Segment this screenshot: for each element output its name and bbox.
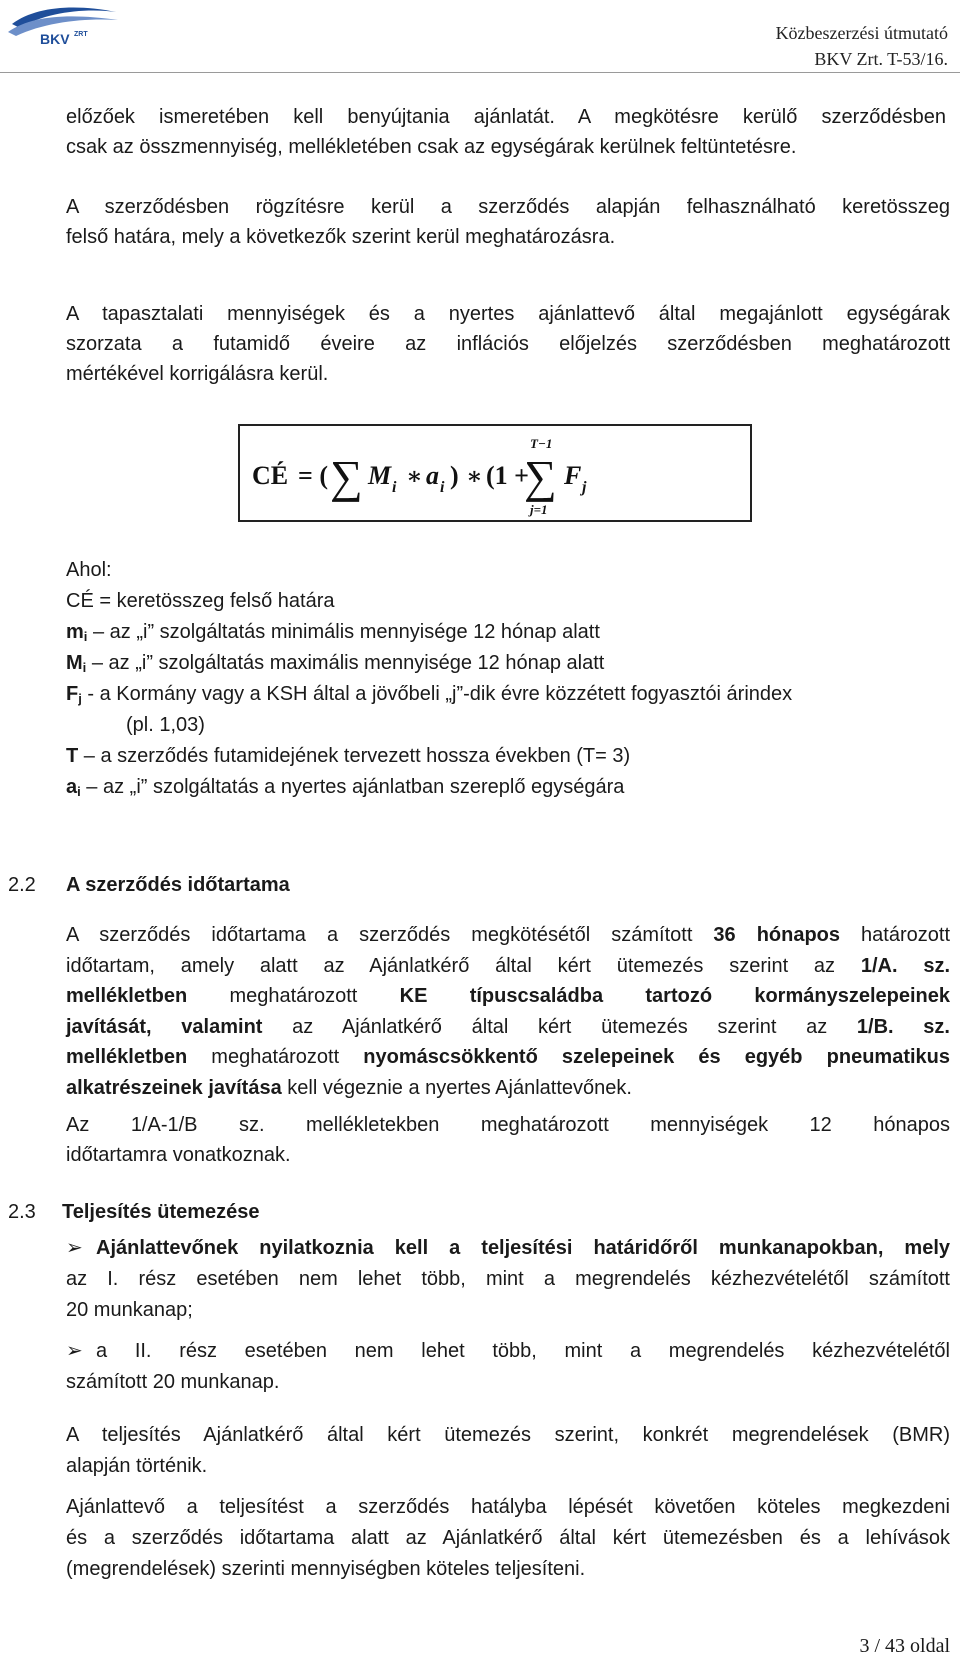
bullet-1-line-2: az I. rész esetében nem lehet több, mint a megrendelés kézhezvételétől számított — [66, 1268, 950, 1290]
formula-lhs: CÉ — [252, 461, 289, 490]
definition-a — [66, 772, 946, 803]
definition-a-text: – az „i” szolgáltatás a nyertes ajánlatban szereplő egységára — [80, 776, 625, 798]
paragraph-1-line-2: csak az összmennyiség, mellékletében csak az egységárak kerülnek feltüntetésre. — [66, 136, 797, 158]
formula-lower-limit: j=1 — [530, 502, 548, 517]
s22-line-6: alkatrészeinek javítása kell végeznie a nyertes Ajánlattevőnek. — [66, 1076, 632, 1099]
paragraph-3 — [66, 299, 950, 389]
formula-sum-1: ∑ — [330, 451, 363, 502]
definition-m — [66, 617, 946, 648]
symbol-M: M — [66, 652, 83, 674]
formula-times-2: ∗ — [466, 464, 483, 490]
formula-a-sub: i — [440, 479, 445, 496]
section-2-3-paragraph-1 — [66, 1420, 950, 1482]
arrow-bullet-icon: ➢ — [66, 1340, 83, 1362]
formula-eq: = ( — [298, 461, 328, 490]
section-2-2-title: A szerződés időtartama — [66, 874, 290, 896]
header-divider — [0, 72, 960, 73]
definition-ce: CÉ = keretösszeg felső határa — [66, 590, 335, 612]
definition-F-cont: (pl. 1,03) — [126, 714, 205, 736]
section-2-2-paragraph-1 — [66, 920, 950, 1103]
formula-M: M — [368, 461, 392, 490]
bkv-logo — [6, 2, 121, 46]
paragraph-3-line-3: mértékével korrigálásra kerül. — [66, 363, 329, 385]
formula — [240, 426, 750, 520]
bullet-1-line-3: 20 munkanap; — [66, 1299, 193, 1321]
s23-p1-line-1: A teljesítés Ajánlatkérő által kért ütemezés szerint, konkrét megrendelések (BMR) — [66, 1424, 950, 1446]
paragraph-3-line-2: szorzata a futamidő éveire az inflációs előjelzés szerződésben meghatározott — [66, 333, 950, 355]
bullet-2-line-1: ➢ a II. rész esetében nem lehet több, mint a megrendelés kézhezvételétől — [66, 1336, 950, 1367]
section-2-2-paragraph-2 — [66, 1110, 950, 1170]
section-2-2-number: 2.2 — [8, 874, 36, 896]
s22-p2-line-2: időtartamra vonatkoznak. — [66, 1144, 291, 1166]
definition-m-text: – az „i” szolgáltatás minimális mennyisége 12 hónap alatt — [87, 621, 600, 643]
logo-text: BKV — [40, 31, 70, 46]
s23-p2-line-3: (megrendelések) szerinti mennyiségben köteles teljesíteni. — [66, 1558, 586, 1580]
s22-p2-line-1: Az 1/A-1/B sz. mellékletekben meghatározott mennyiségek 12 hónapos — [66, 1114, 950, 1136]
s22-line-1: A szerződés időtartama a szerződés megkötésétől számított 36 hónapos határozott — [66, 924, 951, 946]
section-2-3-title: Teljesítés ütemezése — [62, 1201, 260, 1223]
symbol-m: m — [66, 621, 84, 643]
arrow-bullet-icon: ➢ — [66, 1237, 83, 1259]
paragraph-1 — [66, 102, 946, 162]
section-2-3-paragraph-2 — [66, 1492, 950, 1585]
definition-M — [66, 648, 946, 679]
paragraph-3-line-1: A tapasztalati mennyiségek és a nyertes ajánlattevő által megajánlott egységárak — [66, 303, 950, 325]
paragraph-2-line-2: felső határa, mely a következők szerint kerül meghatározásra. — [66, 226, 616, 248]
symbol-F-sub: j — [78, 691, 82, 706]
bullet-2-line-2: számított 20 munkanap. — [66, 1371, 280, 1393]
formula-one-plus: (1 + — [486, 461, 529, 490]
paragraph-2 — [66, 192, 950, 252]
s22-line-4: javítását, valamint az Ajánlatkérő által kért ütemezés szerint az 1/B. sz. — [66, 1015, 950, 1038]
formula-upper-limit: T−1 — [530, 436, 553, 451]
formula-close-1: ) — [450, 461, 459, 490]
definitions — [66, 555, 946, 803]
symbol-M-sub: i — [82, 660, 87, 675]
symbol-T: T — [66, 745, 79, 767]
definition-M-text: – az „i” szolgáltatás maximális mennyisége 12 hónap alatt — [86, 652, 605, 674]
section-2-3-number: 2.3 — [8, 1201, 36, 1223]
s23-p2-line-1: Ajánlattevő a teljesítést a szerződés hatályba lépését követően köteles megkezdeni — [66, 1496, 950, 1518]
logo-suffix: ZRT — [74, 31, 88, 38]
paragraph-2-line-1: A szerződésben rögzítésre kerül a szerződés alapján felhasználható keretösszeg — [66, 196, 950, 218]
definition-F — [66, 679, 946, 710]
formula-box — [238, 424, 752, 522]
formula-times-1: ∗ — [406, 464, 423, 490]
s23-p2-line-2: és a szerződés időtartama alatt az Ajánlatkérő által kért ütemezésben és a lehívások — [66, 1527, 950, 1549]
header-title: Közbeszerzési útmutató — [775, 23, 948, 43]
header-info — [776, 20, 948, 72]
formula-a: a — [426, 461, 439, 490]
formula-F: F — [564, 461, 582, 490]
symbol-a: a — [66, 776, 78, 798]
bullet-2 — [66, 1336, 950, 1398]
symbol-m-sub: i — [83, 629, 88, 644]
formula-F-sub: j — [582, 479, 587, 496]
formula-sum-2: ∑ — [524, 451, 557, 502]
bullet-1-line-1: ➢ Ajánlattevőnek nyilatkoznia kell a teljesítési határidőről munkanapokban, mely — [66, 1233, 950, 1264]
s22-line-2: időtartam, amely alatt az Ajánlatkérő által kért ütemezés szerint az 1/A. sz. — [66, 954, 950, 977]
definition-T-text: – a szerződés futamidejének tervezett hossza években (T= 3) — [78, 745, 631, 767]
definition-F-text: - a Kormány vagy a KSH által a jövőbeli „j”-dik évre közzétett fogyasztói árindex — [81, 683, 793, 705]
bullet-1 — [66, 1233, 950, 1326]
paragraph-1-line-1: előzőek ismeretében kell benyújtania ajánlatát. A megkötésre kerülő szerződésben — [66, 106, 946, 128]
page-number: 3 / 43 oldal — [859, 1635, 950, 1657]
symbol-a-sub: i — [77, 784, 81, 799]
definitions-intro: Ahol: — [66, 559, 112, 581]
header-ref: BKV Zrt. T-53/16. — [814, 49, 948, 69]
symbol-F: F — [66, 683, 79, 705]
formula-M-sub: i — [392, 479, 397, 496]
s22-line-3: mellékletben meghatározott KE típuscsaládba tartozó kormányszelepeinek — [66, 985, 950, 1007]
definition-T — [66, 741, 946, 772]
s23-p1-line-2: alapján történik. — [66, 1455, 208, 1477]
s22-line-5: mellékletben meghatározott nyomáscsökkentő szelepeinek és egyéb pneumatikus — [66, 1046, 950, 1068]
